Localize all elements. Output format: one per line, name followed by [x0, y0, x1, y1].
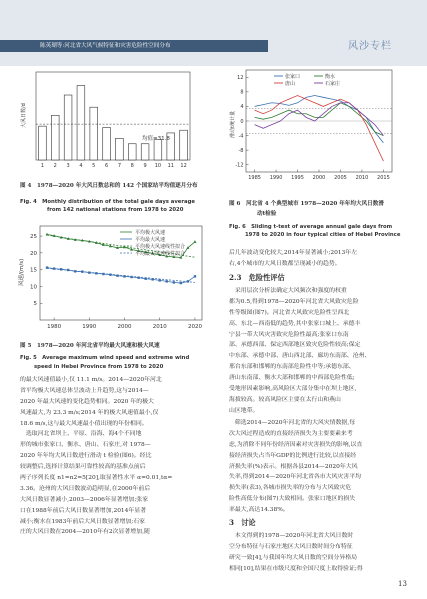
- text-line: 后几年波动变化较大,2014年显著减小;2013年左: [229, 250, 358, 256]
- fig4-bar: [116, 138, 124, 160]
- fig6-legend-label: 唐山: [285, 81, 296, 87]
- fig5-point: [159, 279, 161, 281]
- fig5-series-line: [47, 268, 195, 282]
- text-line: 都为0.5,得到1978—2020年河北省大风致灾危险: [229, 298, 359, 305]
- fig4-ylabel: 大风日数/d: [21, 103, 27, 128]
- fig6-ytick-label: 8: [240, 89, 244, 96]
- fig6-ytick-label: -12: [235, 162, 244, 169]
- text-line: 率最大,高达14.38%。: [229, 507, 289, 514]
- text-line: 形的城市张家口、衡水、唐山、石家庄,对 1978—: [20, 442, 151, 449]
- fig4-month-tick: 2: [53, 163, 57, 169]
- text-line: 采用层次分析法确定大风频次和强度的权重: [229, 288, 347, 294]
- fig4-caption-en-2: from 142 national stations from 1978 to 2020: [47, 207, 184, 213]
- text-line: 接经济损失占当年GDP的比例进行比较,以直接经: [229, 452, 357, 459]
- page-number: 13: [398, 580, 407, 588]
- fig6-xtick-label: 1995: [291, 175, 304, 181]
- fig4-chart: [14, 68, 214, 178]
- fig4-bar: [141, 144, 149, 160]
- text-line: 次大风过程造成的直接经济损失为主要要素来考: [229, 430, 353, 437]
- section-label: 风沙专栏: [348, 41, 392, 52]
- fig6-caption-en-1: Fig. 6 Sliding t-test of average annual gale days from: [229, 224, 393, 230]
- fig4-month-tick: 11: [167, 163, 174, 169]
- fig6-ytick-label: -8: [238, 147, 244, 154]
- text-line: 险性高低分布(图7)大致相同。张家口地区的损失: [229, 496, 356, 503]
- text-line: 虑,为消除不同年份经济因素对灾害损失的影响,以直: [229, 441, 363, 448]
- text-line: 2020 年年均大风日数进行滑动 t 检验(图6)。经比: [20, 453, 152, 460]
- text-line: 邢台东部和邯郸的东南部危险性中等;承德东部、: [229, 364, 355, 371]
- text-line: 中东部、承德中部、唐山西北部、廊坊东南部、沧州、: [229, 353, 371, 360]
- fig4-bar: [90, 107, 98, 160]
- fig4-bar: [64, 95, 72, 160]
- fig5-ylabel: 风速/(m/s): [19, 258, 25, 286]
- fig5-point: [193, 240, 196, 243]
- text-line: 风速最大,为 23.3 m/s;2014 年的极大风速值最小,仅: [20, 409, 159, 416]
- text-line: 相同[10],结果在市级尺度和全国尺度上取得验证;得: [229, 565, 363, 572]
- fig6-legend-label: 石家庄: [325, 81, 341, 87]
- fig6-xtick-label: 1990: [269, 175, 283, 181]
- fig5-legend-label: 平均极大风速: [135, 230, 166, 236]
- fig5-xtick-label: 1990: [82, 324, 97, 330]
- text-line: 右,4个城市的大风日数都呈现减小的趋势。: [229, 260, 341, 267]
- text-line: 部、承德西部、保定西部地区致灾危险性较高;保定: [229, 342, 361, 349]
- fig4-month-tick: 5: [92, 163, 96, 169]
- fig5-xtick-label: 1980: [47, 324, 62, 330]
- text-line: 减小;衡水在1983年前后大风日数显著增加;石家: [20, 518, 145, 525]
- fig6-xtick-label: 2000: [312, 175, 326, 181]
- text-line: 失率,得到2014—2020年河北省各市大风灾害平均: [229, 474, 361, 481]
- text-line: 选取河北省坝上、平原、沿海、海4个不同地: [20, 431, 142, 438]
- fig5-point: [173, 281, 175, 283]
- page-header-band: [0, 0, 427, 66]
- fig4-month-tick: 6: [104, 163, 109, 169]
- fig6-xtick-label: 1985: [248, 175, 261, 181]
- fig5-legend-label: 平均极大风速线性拟合: [135, 244, 186, 250]
- fig6-ytick-label: -4: [238, 133, 244, 140]
- fig5-xtick-label: 2010: [152, 324, 167, 330]
- text-line: 18.6 m/s,这与最大风速最小值出现的年份相同。: [20, 420, 148, 427]
- fig5-caption-en-2: speed in Hebei Province from 1978 to 2020: [34, 364, 164, 370]
- fig4-month-tick: 8: [130, 163, 134, 169]
- right-body-text-c: [229, 418, 417, 516]
- fig5-point: [166, 280, 168, 282]
- text-line: 两子序列长度 n1=n2=5[20],取显著性水平 α=0.01,tα=: [20, 475, 173, 482]
- fig6-series-line: [255, 96, 384, 162]
- fig5-point: [194, 275, 196, 277]
- fig5-ytick-label: 10: [30, 284, 37, 291]
- fig6-caption-cn-1: 图 6 河北省 4 个典型城市 1978—2020 年年均大风日数滑: [229, 201, 384, 207]
- fig6-xtick-label: 2015: [377, 175, 390, 181]
- fig4-month-tick: 3: [66, 163, 70, 169]
- fig6-caption-en-2: 1978 to 2020 in four typical cities of Hebei Province: [245, 232, 401, 238]
- fig6-ytick-label: 0: [240, 118, 244, 125]
- fig4-bar: [154, 140, 162, 160]
- text-line: 口在1988年前后大风日数显著增加,2014年显著: [20, 507, 147, 514]
- fig6-caption-cn-2: 动t检验: [257, 211, 277, 217]
- fig6-legend-label: 张家口: [285, 74, 301, 80]
- fig4-month-tick: 9: [143, 163, 147, 169]
- fig6-series-line: [255, 103, 384, 136]
- fig5-xtick-label: 2000: [117, 324, 132, 330]
- text-line: 较调整后,选择计算结果可靠性较高的基准点前后: [20, 464, 146, 471]
- section-heading-3: 3 讨论: [229, 518, 256, 527]
- right-body-text-d: [229, 531, 417, 575]
- text-line: 空分布特征与石家庄地区大风日数时间分布特征: [229, 543, 353, 550]
- fig5-plot-frame: [40, 226, 202, 320]
- text-line: 宁县一带大风灾害致灾危险性最高;张家口东南: [229, 331, 349, 338]
- text-line: 受地形因素影响,高风险区大部分集中在坝上地区,: [229, 386, 357, 393]
- text-line: 省平均极大风速总体呈波动上升趋势,这与2014—: [20, 387, 149, 394]
- text-line: 海拔较高。较高风险区主要在太行山和燕山: [229, 396, 341, 403]
- fig6-ytick-label: 12: [237, 75, 244, 82]
- right-body-text-b: [229, 286, 417, 417]
- fig4-bar: [180, 130, 188, 160]
- text-line: 3.36。沧州的大风日数波动趋明显,在2000年前后: [20, 485, 151, 492]
- text-line: 济损失率(%)表示。根据各县2014—2020年大风: [229, 463, 358, 470]
- running-title-bar: [0, 40, 268, 52]
- text-line: 研究一致[4],与我国年均大风日数的空间分异格局: [229, 554, 358, 561]
- text-line: 的最大风速值最小,仅 11.1 m/s。2014—2020年河北: [20, 377, 162, 383]
- fig6-xtick-label: 2005: [334, 175, 347, 181]
- fig4-bar: [103, 128, 111, 160]
- fig4-caption-cn: 图 4 1978—2020 年大风日数总和的 142 个国家站平均值逐月分布: [20, 183, 198, 189]
- text-line: 2020 年最大风速的变化趋势相同。2020 年的极大: [20, 398, 154, 405]
- text-line: 本文得到的1978—2020年河北省大风日数时: [229, 533, 354, 539]
- right-body-text-a: [229, 248, 417, 270]
- fig6-chart: [226, 66, 416, 196]
- fig5-legend-label: 平均最大风速: [135, 237, 166, 243]
- text-line: 庄的大风日数在2004—2010年有2次显著增加,随: [20, 529, 150, 536]
- fig5-caption-en-1: Fig. 5 Average maximum wind speed and extreme wind: [20, 355, 190, 361]
- text-line: 大风日数显著减小,2003—2006年显著增加;张家: [20, 496, 149, 503]
- running-title: 陈英瑚等:河北省大风气候特征和灾害危险性空间分布: [40, 43, 171, 49]
- fig4-bar: [77, 86, 85, 160]
- left-body-text: [20, 375, 218, 538]
- fig4-month-tick: 7: [117, 163, 122, 169]
- fig5-ytick-label: 5: [33, 301, 37, 308]
- fig6-legend-label: 衡水: [325, 74, 336, 80]
- fig4-bar: [51, 115, 59, 160]
- text-line: 性等级图(图7)。河北省大风致灾危险性呈西北: [229, 309, 350, 316]
- text-line: 唐山东南部、衡水大部和邯郸的中西部危险性低;: [229, 375, 355, 382]
- text-line: 损失率(表3),各城市损失率的分布与大风致灾危: [229, 485, 352, 492]
- fig4-bar: [128, 144, 136, 160]
- text-line: 高、东北—西南低的趋势,其中张家口城上、承德丰: [229, 320, 361, 327]
- fig5-ytick-label: 20: [30, 250, 37, 257]
- text-line: 山区地带。: [229, 407, 259, 414]
- fig5-xtick-label: 2020: [187, 324, 202, 330]
- fig6-xtick-label: 2010: [355, 175, 369, 181]
- fig4-mean-label: 均值=31.8: [142, 136, 170, 142]
- fig6-ylabel: 滑动t统计量: [230, 111, 236, 138]
- fig5-chart: [14, 222, 214, 336]
- fig6-ytick-label: 4: [240, 104, 244, 111]
- fig5-point: [180, 282, 182, 284]
- fig5-ytick-label: 15: [30, 267, 37, 274]
- fig5-caption-cn: 图 5 1978—2020 年河北省平均最大风速和极大风速: [20, 343, 160, 349]
- section-heading-2-3: 2.3 危险性评估: [229, 273, 285, 282]
- fig5-ytick-label: 25: [30, 234, 37, 241]
- fig4-caption-en-1: Fig. 4 Monthly distribution of the total gale days average: [20, 199, 195, 205]
- text-line: 筛选2014—2020年河北省的大风灾情数据,每: [229, 420, 356, 426]
- fig4-month-tick: 1: [40, 163, 45, 169]
- fig4-month-tick: 10: [154, 163, 162, 169]
- fig4-month-tick: 4: [79, 163, 83, 169]
- fig5-legend-label: 平均最大风速线性拟合: [135, 251, 186, 257]
- fig4-month-tick: 12: [180, 163, 187, 169]
- fig4-bar: [39, 126, 47, 160]
